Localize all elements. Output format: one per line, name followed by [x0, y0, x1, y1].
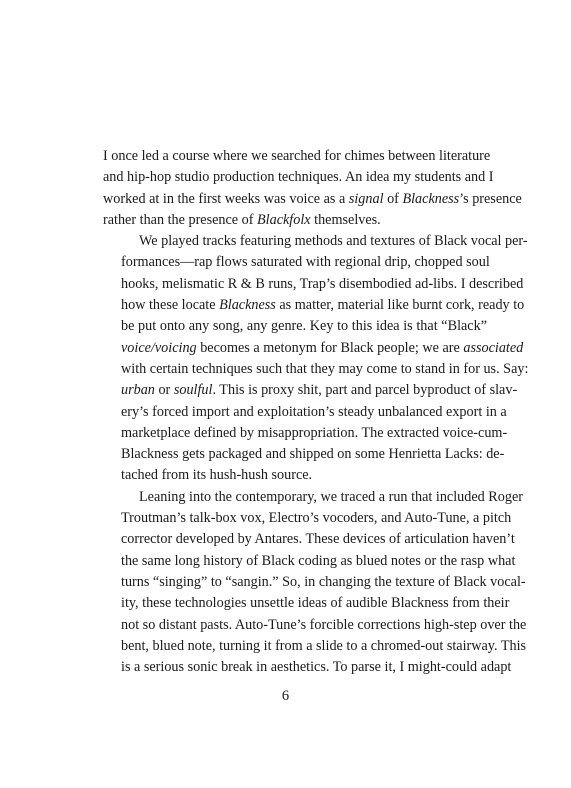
- text-line: [103, 657, 512, 678]
- text-run: ’s presence: [459, 190, 522, 207]
- text-line: [103, 593, 510, 614]
- text-line: [103, 231, 528, 252]
- italic-text: Blackness: [402, 190, 460, 207]
- text-line: [103, 359, 529, 380]
- italic-text: urban: [121, 382, 155, 399]
- text-run: worked at in the first weeks was voice as a: [103, 190, 349, 207]
- text-run: and hip-hop studio production techniques. An idea my students and I: [103, 169, 494, 186]
- text-line: [103, 380, 518, 401]
- paragraph: [103, 487, 527, 679]
- text-line: [103, 551, 516, 572]
- italic-text: voice/voicing: [121, 339, 197, 356]
- text-line: [103, 487, 523, 508]
- italic-text: Blackness: [219, 297, 276, 314]
- paragraph: [103, 231, 529, 487]
- text-line: [103, 167, 494, 188]
- text-run: corrector developed by Antares. These devices of articulation haven’t: [121, 531, 515, 548]
- text-run: We played tracks featuring methods and textures of Black vocal per-: [139, 233, 528, 250]
- text-run: or: [154, 382, 174, 399]
- page-body: [103, 146, 529, 678]
- text-run: bent, blued note, turning it from a slide to a chromed-out stairway. This: [121, 637, 527, 654]
- page-number: 6: [281, 688, 290, 704]
- text-line: [103, 508, 512, 529]
- italic-text: soulful: [173, 382, 213, 399]
- text-line: [103, 316, 487, 337]
- text-run: with certain techniques such that they may come to stand in for us. Say:: [121, 360, 529, 377]
- italic-text: associated: [463, 339, 524, 356]
- text-run: hooks, melismatic R & B runs, Trap’s disembodied ad-libs. I described: [121, 275, 524, 292]
- paragraph: [103, 146, 522, 231]
- text-run: how these locate: [121, 297, 220, 314]
- italic-text: Blackfolx: [257, 211, 311, 228]
- text-run: the same long history of Black coding as blued notes or the rasp what: [121, 552, 516, 569]
- text-line: [103, 465, 487, 486]
- text-run: Troutman’s talk-box vox, Electro’s vocoders, and Auto-Tune, a pitch: [121, 510, 512, 527]
- text-line: [103, 189, 522, 210]
- text-line: [103, 423, 508, 444]
- text-run: Leaning into the contemporary, we traced a run that included Roger: [139, 488, 523, 505]
- text-run: as matter, material like burnt cork, ready to: [275, 297, 525, 314]
- text-run: ity, these technologies unsettle ideas of audible Blackness from their: [121, 595, 510, 612]
- text-run: be put onto any song, any genre. Key to this idea is that “Black”: [121, 318, 487, 335]
- text-run: not so distant pasts. Auto-Tune’s forcible corrections high-step over the: [121, 616, 527, 633]
- text-run: of: [383, 190, 403, 207]
- text-run: rather than the presence of: [103, 211, 258, 228]
- text-line: [103, 252, 490, 273]
- text-run: is a serious sonic break in aesthetics. To parse it, I might-could adapt: [121, 659, 512, 676]
- text-line: [103, 615, 527, 636]
- text-line: [103, 636, 527, 657]
- text-run: becomes a metonym for Black people; we are: [196, 339, 464, 356]
- text-run: marketplace defined by misappropriation. The extracted voice-cum-: [121, 424, 508, 441]
- text-line: [103, 274, 524, 295]
- text-line: [103, 295, 525, 316]
- text-run: turns “singing” to “sangin.” So, in changing the texture of Black vocal-: [121, 573, 526, 590]
- text-run: I once led a course where we searched for chimes between literature: [103, 148, 491, 164]
- text-run: ery’s forced import and exploitation’s steady unbalanced export in a: [121, 403, 507, 420]
- text-run: themselves.: [310, 211, 381, 228]
- text-run: formances—rap flows saturated with regional drip, chopped soul: [121, 254, 490, 271]
- italic-text: signal: [348, 190, 384, 207]
- text-run: . This is proxy shit, part and parcel byproduct of slav-: [212, 382, 518, 399]
- text-line: [103, 572, 526, 593]
- text-line: [103, 338, 524, 359]
- text-line: [103, 529, 515, 550]
- text-run: tached from its hush-hush source.: [121, 467, 313, 484]
- text-line: [103, 444, 505, 465]
- text-line: [103, 146, 491, 167]
- text-line: [103, 402, 507, 423]
- text-line: [103, 210, 487, 231]
- text-run: Blackness gets packaged and shipped on some Henrietta Lacks: de-: [121, 446, 505, 463]
